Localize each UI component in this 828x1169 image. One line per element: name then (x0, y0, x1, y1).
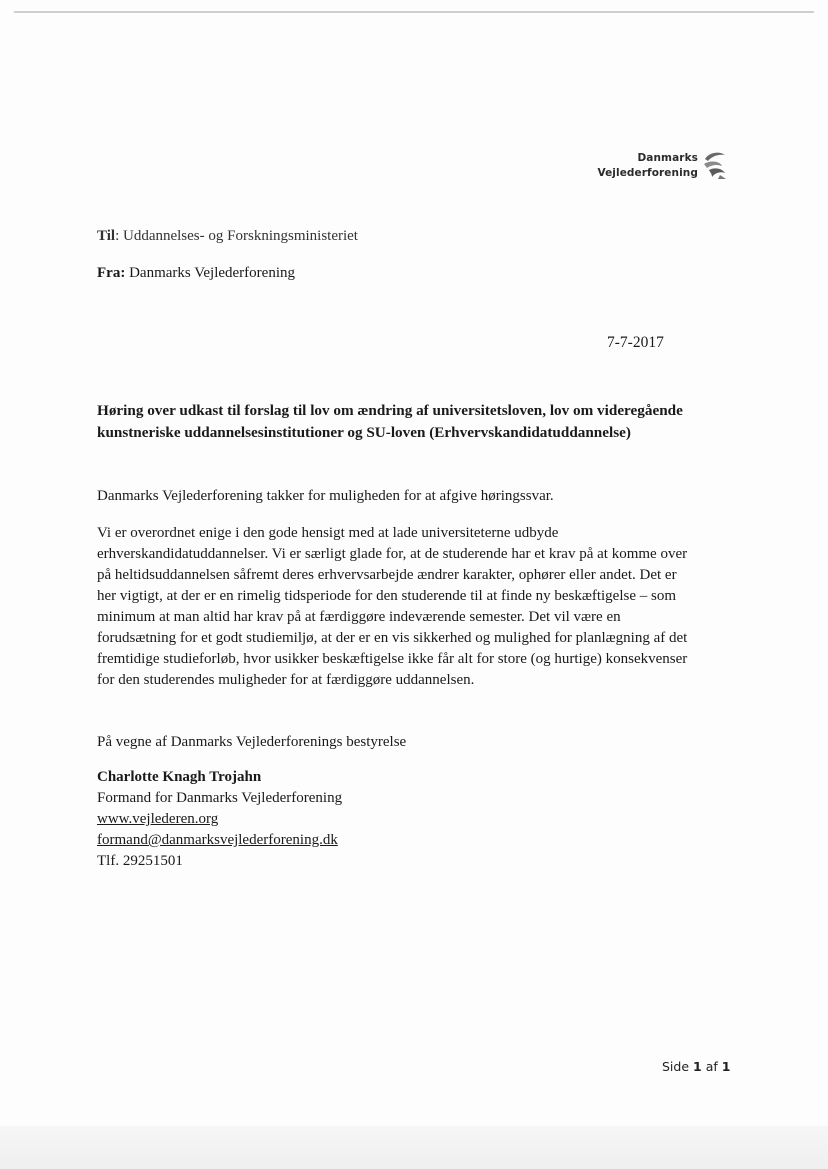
logo-line-2: Vejlederforening (597, 167, 698, 179)
recipient-line (97, 228, 358, 245)
main-paragraph (97, 523, 727, 691)
paragraph-line: minimum at man altid har krav på at færdiggøre indeværende semester. Det vil være en (97, 609, 621, 625)
website-link[interactable]: www.vejlederen.org (97, 811, 219, 827)
phone-number: Tlf. 29251501 (97, 853, 183, 869)
paragraph-line: her vigtigt, at der er en rimelig tidsperiode for den studerende til at finde ny beskæftigelse – som (97, 588, 677, 604)
logo-line-1: Danmarks (637, 152, 698, 164)
on-behalf-line: På vegne af Danmarks Vejlederforenings bestyrelse (97, 734, 407, 750)
scan-edge-top (14, 11, 814, 13)
page-middle: af (701, 1059, 722, 1074)
paragraph-line: forudsætning for et godt studiemiljø, at der er en vis sikkerhed og mulighed for planlægning af det (97, 630, 688, 646)
organization-logo (590, 148, 730, 184)
paragraph-line: på heltidsuddannelsen såfremt deres erhvervsarbejde ændrer karakter, ophører eller andet. Det er (97, 567, 677, 583)
paragraph-line: for den studerendes muligheder for at færdiggøre uddannelsen. (97, 672, 475, 688)
swirl-logo-icon (700, 150, 728, 180)
sender-line (97, 265, 295, 282)
paragraph-line: erhverskandidatuddannelser. Vi er særligt glade for, at de studerende har et krav på at komme over (97, 546, 688, 562)
signer-name: Charlotte Knagh Trojahn (97, 769, 262, 785)
letter-date: 7-7-2017 (607, 334, 664, 351)
subject-line-1: Høring over udkast til forslag til lov om ændring af universitetsloven, lov om videregående (97, 402, 683, 419)
paragraph-line: Vi er overordnet enige i den gode hensigt med at lade universiteterne udbyde (97, 525, 559, 541)
page-current: 1 (693, 1059, 702, 1074)
paragraph-line: fremtidige studieforløb, hvor usikker beskæftigelse ikke får alt for store (og hurtige) konsekvenser (97, 651, 688, 667)
sender-label: Fra: (97, 265, 126, 281)
recipient-value: : Uddannelses- og Forskningsministeriet (115, 228, 358, 244)
page-total: 1 (721, 1059, 731, 1074)
logo-text (597, 151, 698, 181)
sender-value: Danmarks Vejlederforening (125, 265, 295, 281)
signature-block (97, 767, 342, 872)
signer-title: Formand for Danmarks Vejlederforening (97, 790, 343, 806)
page-prefix: Side (662, 1059, 694, 1074)
scan-edge-bottom (0, 1126, 828, 1169)
email-link[interactable]: formand@danmarksvejlederforening.dk (97, 832, 338, 848)
subject-line-2: kunstneriske uddannelsesinstitutioner og SU-loven (Erhvervskandidatuddannelse) (97, 424, 631, 441)
subject-heading (97, 400, 737, 444)
page-number (662, 1059, 730, 1074)
intro-paragraph: Danmarks Vejlederforening takker for muligheden for at afgive høringssvar. (97, 488, 554, 504)
recipient-label: Til (97, 228, 116, 244)
